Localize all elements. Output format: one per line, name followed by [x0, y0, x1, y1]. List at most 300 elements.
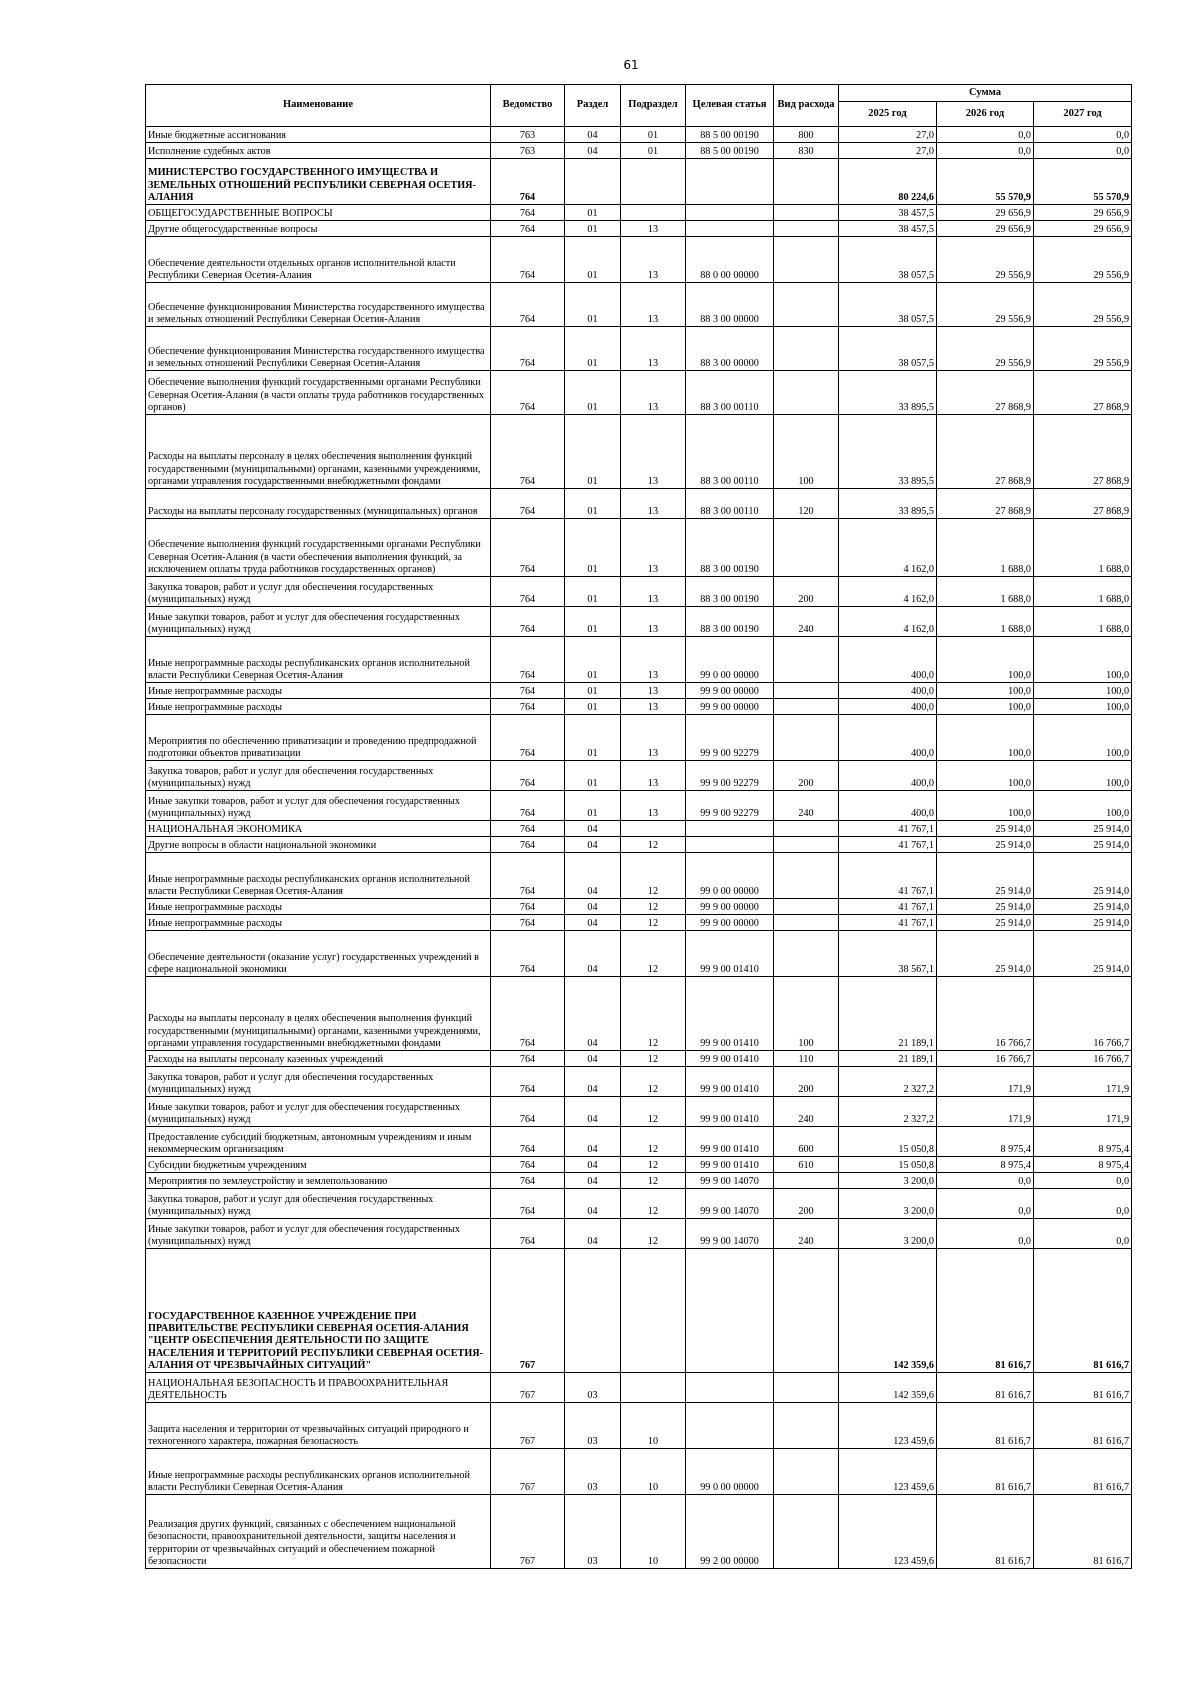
row-sum-2027: 27 868,9 [1034, 371, 1132, 415]
row-section: 01 [565, 415, 621, 489]
header-year-2027: 2027 год [1034, 102, 1132, 127]
row-subsection: 12 [621, 931, 686, 977]
row-subsection: 13 [621, 489, 686, 519]
row-expense-type [774, 699, 839, 715]
row-subsection: 01 [621, 143, 686, 159]
row-target-article: 99 9 00 00000 [686, 915, 774, 931]
row-department: 764 [491, 159, 565, 205]
table-row [146, 237, 1132, 283]
table-row [146, 205, 1132, 221]
row-sum-2027: 25 914,0 [1034, 899, 1132, 915]
row-sum-2026: 29 556,9 [937, 327, 1034, 371]
row-target-article: 88 5 00 00190 [686, 127, 774, 143]
row-department: 764 [491, 519, 565, 577]
row-subsection [621, 205, 686, 221]
row-name: НАЦИОНАЛЬНАЯ ЭКОНОМИКА [146, 821, 491, 837]
row-section: 01 [565, 715, 621, 761]
row-expense-type [774, 1373, 839, 1403]
row-department: 764 [491, 699, 565, 715]
row-sum-2025: 142 359,6 [839, 1249, 937, 1373]
row-section: 01 [565, 205, 621, 221]
row-department: 767 [491, 1449, 565, 1495]
row-expense-type [774, 371, 839, 415]
row-department: 764 [491, 715, 565, 761]
row-section [565, 1249, 621, 1373]
row-name: Расходы на выплаты персоналу в целях обеспечения выполнения функций государственными (муниципальными) органами, казенными учреждениями, органами управления государственными внебюджетными фондами [146, 415, 491, 489]
row-subsection: 13 [621, 637, 686, 683]
row-subsection: 12 [621, 899, 686, 915]
header-sum: Сумма [839, 85, 1132, 102]
row-department: 764 [491, 205, 565, 221]
row-sum-2025: 38 567,1 [839, 931, 937, 977]
row-department: 764 [491, 489, 565, 519]
row-department: 764 [491, 791, 565, 821]
row-subsection: 12 [621, 853, 686, 899]
row-department: 764 [491, 371, 565, 415]
row-name: Обеспечение функционирования Министерства государственного имущества и земельных отношений Республики Северная Осетия-Алания [146, 283, 491, 327]
row-sum-2025: 3 200,0 [839, 1173, 937, 1189]
row-sum-2027: 81 616,7 [1034, 1403, 1132, 1449]
row-section: 04 [565, 127, 621, 143]
row-target-article [686, 1249, 774, 1373]
row-sum-2026: 0,0 [937, 1189, 1034, 1219]
row-target-article: 99 9 00 00000 [686, 683, 774, 699]
row-expense-type: 110 [774, 1051, 839, 1067]
row-sum-2027: 29 556,9 [1034, 283, 1132, 327]
row-sum-2027: 27 868,9 [1034, 489, 1132, 519]
row-section: 01 [565, 221, 621, 237]
row-subsection: 13 [621, 607, 686, 637]
row-subsection: 12 [621, 1051, 686, 1067]
page-number: 61 [623, 58, 639, 72]
row-department: 764 [491, 1173, 565, 1189]
row-sum-2027: 0,0 [1034, 143, 1132, 159]
table-row [146, 683, 1132, 699]
row-target-article: 99 9 00 01410 [686, 1127, 774, 1157]
row-expense-type [774, 283, 839, 327]
table-row [146, 837, 1132, 853]
row-section: 03 [565, 1449, 621, 1495]
row-department: 764 [491, 1097, 565, 1127]
table-row [146, 1373, 1132, 1403]
row-sum-2025: 41 767,1 [839, 899, 937, 915]
row-department: 764 [491, 415, 565, 489]
row-sum-2025: 33 895,5 [839, 415, 937, 489]
row-sum-2025: 38 057,5 [839, 237, 937, 283]
row-sum-2025: 400,0 [839, 699, 937, 715]
row-sum-2027: 100,0 [1034, 683, 1132, 699]
row-name: Иные закупки товаров, работ и услуг для обеспечения государственных (муниципальных) нужд [146, 607, 491, 637]
row-subsection: 13 [621, 237, 686, 283]
row-sum-2027: 100,0 [1034, 699, 1132, 715]
row-name: Иные непрограммные расходы республиканских органов исполнительной власти Республики Северная Осетия-Алания [146, 637, 491, 683]
row-name: ОБЩЕГОСУДАРСТВЕННЫЕ ВОПРОСЫ [146, 205, 491, 221]
row-section: 01 [565, 607, 621, 637]
row-target-article: 99 0 00 00000 [686, 853, 774, 899]
row-sum-2026: 81 616,7 [937, 1373, 1034, 1403]
row-sum-2026: 81 616,7 [937, 1249, 1034, 1373]
row-section [565, 159, 621, 205]
row-sum-2027: 81 616,7 [1034, 1373, 1132, 1403]
table-row [146, 699, 1132, 715]
row-section: 01 [565, 371, 621, 415]
row-sum-2027: 25 914,0 [1034, 931, 1132, 977]
table-row [146, 283, 1132, 327]
row-target-article: 99 0 00 00000 [686, 1449, 774, 1495]
row-sum-2025: 123 459,6 [839, 1449, 937, 1495]
row-target-article: 88 0 00 00000 [686, 237, 774, 283]
row-sum-2026: 0,0 [937, 1173, 1034, 1189]
row-expense-type [774, 327, 839, 371]
row-sum-2025: 41 767,1 [839, 837, 937, 853]
table-row [146, 489, 1132, 519]
row-subsection: 13 [621, 761, 686, 791]
row-target-article: 88 5 00 00190 [686, 143, 774, 159]
table-row [146, 1449, 1132, 1495]
table-row [146, 327, 1132, 371]
row-name: Предоставление субсидий бюджетным, автономным учреждениям и иным некоммерческим организациям [146, 1127, 491, 1157]
row-sum-2025: 123 459,6 [839, 1495, 937, 1569]
row-expense-type [774, 159, 839, 205]
row-department: 764 [491, 1127, 565, 1157]
row-expense-type: 120 [774, 489, 839, 519]
row-sum-2027: 0,0 [1034, 1173, 1132, 1189]
row-sum-2025: 400,0 [839, 637, 937, 683]
row-expense-type [774, 1403, 839, 1449]
row-expense-type [774, 853, 839, 899]
row-section: 01 [565, 519, 621, 577]
row-sum-2025: 400,0 [839, 683, 937, 699]
row-sum-2027: 1 688,0 [1034, 607, 1132, 637]
row-subsection: 13 [621, 683, 686, 699]
row-target-article: 99 9 00 01410 [686, 1097, 774, 1127]
header-year-2026: 2026 год [937, 102, 1034, 127]
row-name: Расходы на выплаты персоналу казенных учреждений [146, 1051, 491, 1067]
row-section: 04 [565, 837, 621, 853]
row-name: Мероприятия по землеустройству и землепользованию [146, 1173, 491, 1189]
row-sum-2027: 100,0 [1034, 761, 1132, 791]
row-department: 764 [491, 761, 565, 791]
row-sum-2026: 27 868,9 [937, 415, 1034, 489]
row-sum-2025: 33 895,5 [839, 489, 937, 519]
row-sum-2027: 100,0 [1034, 637, 1132, 683]
row-section: 04 [565, 1157, 621, 1173]
row-sum-2025: 33 895,5 [839, 371, 937, 415]
row-expense-type: 100 [774, 415, 839, 489]
row-section: 01 [565, 791, 621, 821]
row-section: 01 [565, 683, 621, 699]
row-expense-type [774, 205, 839, 221]
table-row [146, 1067, 1132, 1097]
table-row [146, 415, 1132, 489]
row-subsection [621, 821, 686, 837]
row-subsection: 12 [621, 977, 686, 1051]
row-sum-2027: 81 616,7 [1034, 1495, 1132, 1569]
table-row [146, 821, 1132, 837]
row-department: 764 [491, 931, 565, 977]
row-expense-type: 200 [774, 761, 839, 791]
row-sum-2025: 27,0 [839, 143, 937, 159]
row-sum-2026: 81 616,7 [937, 1495, 1034, 1569]
row-section: 03 [565, 1373, 621, 1403]
table-body [146, 127, 1132, 1569]
table-row [146, 1189, 1132, 1219]
row-department: 764 [491, 577, 565, 607]
row-sum-2027: 8 975,4 [1034, 1157, 1132, 1173]
row-sum-2026: 100,0 [937, 683, 1034, 699]
row-target-article: 99 9 00 01410 [686, 1051, 774, 1067]
row-sum-2025: 41 767,1 [839, 821, 937, 837]
row-sum-2027: 171,9 [1034, 1097, 1132, 1127]
row-sum-2027: 1 688,0 [1034, 577, 1132, 607]
budget-table [145, 84, 1132, 1569]
row-name: Расходы на выплаты персоналу государственных (муниципальных) органов [146, 489, 491, 519]
row-name: Иные непрограммные расходы республиканских органов исполнительной власти Республики Северная Осетия-Алания [146, 853, 491, 899]
row-department: 764 [491, 853, 565, 899]
row-subsection [621, 1249, 686, 1373]
row-sum-2025: 21 189,1 [839, 1051, 937, 1067]
row-subsection [621, 1373, 686, 1403]
row-target-article: 99 9 00 92279 [686, 715, 774, 761]
row-sum-2025: 400,0 [839, 791, 937, 821]
row-name: Обеспечение выполнения функций государственными органами Республики Северная Осетия-Алания (в части оплаты труда работников государственных органов) [146, 371, 491, 415]
row-department: 764 [491, 977, 565, 1051]
header-section: Раздел [565, 85, 621, 127]
row-department: 764 [491, 1219, 565, 1249]
row-expense-type: 600 [774, 1127, 839, 1157]
table-row [146, 577, 1132, 607]
row-sum-2025: 41 767,1 [839, 853, 937, 899]
row-sum-2027: 25 914,0 [1034, 837, 1132, 853]
row-subsection: 13 [621, 699, 686, 715]
row-sum-2027: 1 688,0 [1034, 519, 1132, 577]
row-target-article: 99 9 00 00000 [686, 899, 774, 915]
row-sum-2026: 1 688,0 [937, 519, 1034, 577]
row-department: 764 [491, 837, 565, 853]
header-name: Наименование [146, 85, 491, 127]
row-sum-2027: 0,0 [1034, 127, 1132, 143]
table-row [146, 1127, 1132, 1157]
row-expense-type: 200 [774, 1189, 839, 1219]
row-sum-2027: 16 766,7 [1034, 977, 1132, 1051]
row-sum-2025: 80 224,6 [839, 159, 937, 205]
row-name: Иные непрограммные расходы [146, 915, 491, 931]
row-sum-2026: 55 570,9 [937, 159, 1034, 205]
table-row [146, 143, 1132, 159]
row-department: 764 [491, 637, 565, 683]
row-name: Обеспечение выполнения функций государственными органами Республики Северная Осетия-Алания (в части обеспечения выполнения функций, за исключением оплаты труда работников государственных органов) [146, 519, 491, 577]
row-expense-type [774, 237, 839, 283]
row-name: Защита населения и территории от чрезвычайных ситуаций природного и техногенного характера, пожарная безопасность [146, 1403, 491, 1449]
row-subsection: 10 [621, 1403, 686, 1449]
row-section: 04 [565, 1051, 621, 1067]
row-expense-type: 830 [774, 143, 839, 159]
row-subsection: 13 [621, 283, 686, 327]
row-sum-2026: 25 914,0 [937, 853, 1034, 899]
table-row [146, 1219, 1132, 1249]
row-subsection: 13 [621, 327, 686, 371]
row-subsection: 13 [621, 221, 686, 237]
row-sum-2027: 29 656,9 [1034, 221, 1132, 237]
row-sum-2026: 25 914,0 [937, 899, 1034, 915]
row-name: Иные бюджетные ассигнования [146, 127, 491, 143]
row-subsection: 10 [621, 1449, 686, 1495]
row-expense-type: 610 [774, 1157, 839, 1173]
row-subsection: 13 [621, 791, 686, 821]
table-row [146, 915, 1132, 931]
row-target-article: 99 9 00 92279 [686, 761, 774, 791]
row-sum-2026: 8 975,4 [937, 1127, 1034, 1157]
row-department: 767 [491, 1495, 565, 1569]
row-target-article: 99 9 00 14070 [686, 1189, 774, 1219]
row-target-article [686, 221, 774, 237]
row-sum-2027: 25 914,0 [1034, 821, 1132, 837]
table-row [146, 1051, 1132, 1067]
table-row [146, 127, 1132, 143]
row-section: 04 [565, 1127, 621, 1157]
row-sum-2026: 81 616,7 [937, 1449, 1034, 1495]
row-expense-type: 240 [774, 1097, 839, 1127]
row-sum-2025: 3 200,0 [839, 1219, 937, 1249]
table-row [146, 1097, 1132, 1127]
table-row [146, 931, 1132, 977]
row-department: 764 [491, 221, 565, 237]
row-target-article: 88 3 00 00110 [686, 489, 774, 519]
row-expense-type [774, 683, 839, 699]
row-name: Иные непрограммные расходы [146, 699, 491, 715]
row-name: Закупка товаров, работ и услуг для обеспечения государственных (муниципальных) нужд [146, 1189, 491, 1219]
row-target-article: 99 9 00 14070 [686, 1219, 774, 1249]
row-expense-type [774, 519, 839, 577]
row-sum-2025: 38 057,5 [839, 327, 937, 371]
table-row [146, 221, 1132, 237]
row-department: 767 [491, 1403, 565, 1449]
row-expense-type: 100 [774, 977, 839, 1051]
row-subsection: 13 [621, 519, 686, 577]
row-expense-type [774, 931, 839, 977]
row-section: 04 [565, 931, 621, 977]
row-sum-2025: 38 057,5 [839, 283, 937, 327]
table-row [146, 899, 1132, 915]
row-department: 764 [491, 683, 565, 699]
row-department: 764 [491, 899, 565, 915]
row-name: Расходы на выплаты персоналу в целях обеспечения выполнения функций государственными (муниципальными) органами, казенными учреждениями, органами управления государственными внебюджетными фондами [146, 977, 491, 1051]
row-subsection: 12 [621, 1189, 686, 1219]
table-row [146, 519, 1132, 577]
table-row [146, 791, 1132, 821]
row-subsection: 12 [621, 837, 686, 853]
row-expense-type [774, 1173, 839, 1189]
row-expense-type: 200 [774, 577, 839, 607]
row-sum-2025: 15 050,8 [839, 1127, 937, 1157]
header-target-article: Целевая статья [686, 85, 774, 127]
row-sum-2027: 29 656,9 [1034, 205, 1132, 221]
row-expense-type: 240 [774, 607, 839, 637]
row-section: 01 [565, 637, 621, 683]
row-target-article: 88 3 00 00190 [686, 607, 774, 637]
row-department: 764 [491, 327, 565, 371]
row-expense-type [774, 715, 839, 761]
row-name: Иные непрограммные расходы [146, 899, 491, 915]
row-expense-type [774, 821, 839, 837]
table-row [146, 371, 1132, 415]
row-department: 763 [491, 127, 565, 143]
row-sum-2027: 171,9 [1034, 1067, 1132, 1097]
row-target-article: 88 3 00 00000 [686, 327, 774, 371]
row-department: 764 [491, 237, 565, 283]
row-sum-2025: 400,0 [839, 761, 937, 791]
row-department: 764 [491, 821, 565, 837]
row-sum-2027: 55 570,9 [1034, 159, 1132, 205]
row-department: 764 [491, 1051, 565, 1067]
row-sum-2026: 1 688,0 [937, 577, 1034, 607]
row-section: 04 [565, 1189, 621, 1219]
row-section: 01 [565, 577, 621, 607]
row-subsection: 01 [621, 127, 686, 143]
row-department: 764 [491, 1157, 565, 1173]
row-name: Обеспечение деятельности отдельных органов исполнительной власти Республики Северная Осетия-Алания [146, 237, 491, 283]
row-sum-2026: 81 616,7 [937, 1403, 1034, 1449]
row-section: 04 [565, 143, 621, 159]
row-sum-2025: 123 459,6 [839, 1403, 937, 1449]
row-target-article [686, 837, 774, 853]
row-sum-2027: 16 766,7 [1034, 1051, 1132, 1067]
row-sum-2026: 171,9 [937, 1097, 1034, 1127]
row-target-article: 99 9 00 01410 [686, 1067, 774, 1097]
row-expense-type: 240 [774, 1219, 839, 1249]
row-subsection: 12 [621, 1157, 686, 1173]
row-section: 01 [565, 327, 621, 371]
row-target-article: 99 2 00 00000 [686, 1495, 774, 1569]
row-sum-2026: 0,0 [937, 143, 1034, 159]
row-subsection [621, 159, 686, 205]
row-subsection: 13 [621, 715, 686, 761]
row-target-article: 99 9 00 01410 [686, 931, 774, 977]
row-name: ГОСУДАРСТВЕННОЕ КАЗЕННОЕ УЧРЕЖДЕНИЕ ПРИ ПРАВИТЕЛЬСТВЕ РЕСПУБЛИКИ СЕВЕРНАЯ ОСЕТИЯ-АЛАНИЯ "ЦЕНТР ОБЕСПЕЧЕНИЯ ДЕЯТЕЛЬНОСТИ ПО ЗАЩИТЕ НАСЕЛЕНИЯ И ТЕРРИТОРИЙ РЕСПУБЛИКИ СЕВЕРНАЯ ОСЕТИЯ-АЛАНИЯ ОТ ЧРЕЗВЫЧАЙНЫХ СИТУАЦИЙ" [146, 1249, 491, 1373]
row-sum-2025: 400,0 [839, 715, 937, 761]
row-sum-2026: 0,0 [937, 127, 1034, 143]
table-row [146, 1403, 1132, 1449]
row-subsection: 12 [621, 915, 686, 931]
row-section: 03 [565, 1403, 621, 1449]
row-expense-type [774, 1449, 839, 1495]
row-sum-2026: 27 868,9 [937, 371, 1034, 415]
row-expense-type [774, 1249, 839, 1373]
row-sum-2027: 100,0 [1034, 791, 1132, 821]
row-section: 04 [565, 853, 621, 899]
row-section: 01 [565, 283, 621, 327]
row-target-article [686, 1373, 774, 1403]
table-row [146, 1495, 1132, 1569]
row-sum-2025: 27,0 [839, 127, 937, 143]
row-section: 01 [565, 237, 621, 283]
row-section: 03 [565, 1495, 621, 1569]
row-sum-2025: 41 767,1 [839, 915, 937, 931]
row-name: Иные закупки товаров, работ и услуг для обеспечения государственных (муниципальных) нужд [146, 1097, 491, 1127]
row-section: 04 [565, 1219, 621, 1249]
row-sum-2026: 29 656,9 [937, 221, 1034, 237]
header-department: Ведомство [491, 85, 565, 127]
row-section: 04 [565, 1173, 621, 1189]
row-sum-2026: 25 914,0 [937, 837, 1034, 853]
row-sum-2027: 0,0 [1034, 1189, 1132, 1219]
row-expense-type [774, 915, 839, 931]
row-section: 04 [565, 1067, 621, 1097]
row-sum-2026: 100,0 [937, 791, 1034, 821]
row-sum-2026: 27 868,9 [937, 489, 1034, 519]
row-department: 764 [491, 607, 565, 637]
table-row [146, 1249, 1132, 1373]
